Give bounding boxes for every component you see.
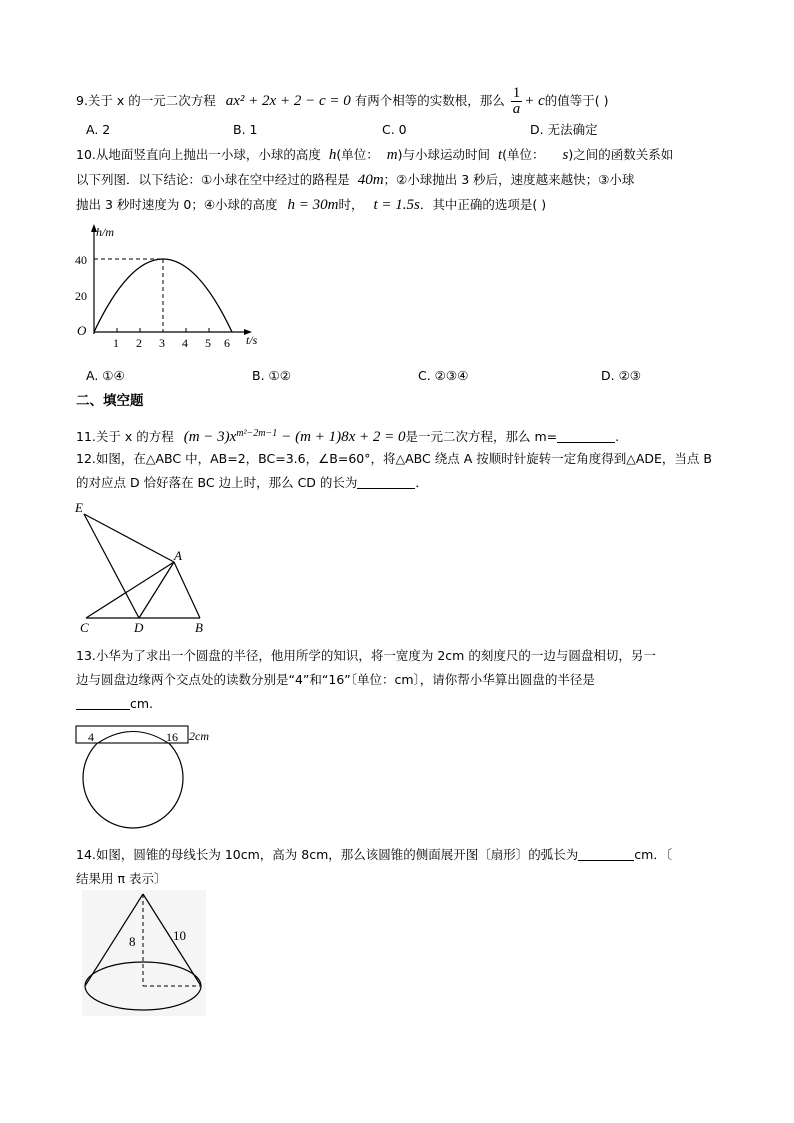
q13-line-1: 13.小华为了求出一个圆盘的半径，他用所学的知识，将一宽度为 2cm 的刻度尺的一边与圆盘相切，另一 bbox=[76, 648, 656, 663]
q13-reading-right: 16 bbox=[166, 730, 178, 744]
q12-answer-blank[interactable] bbox=[357, 474, 415, 489]
q10-origin-label: O bbox=[77, 323, 87, 338]
q12-segment-ea bbox=[84, 514, 174, 562]
q12-label-e: E bbox=[75, 500, 83, 515]
q10-line-1: 10.从地面竖直向上抛出一小球，小球的高度 h(单位： m)与小球运动时间 t(单位： s)之间的函数关系如 bbox=[76, 147, 674, 163]
section-2-title: 二、填空题 bbox=[76, 393, 144, 409]
q14-height-label: 8 bbox=[129, 934, 136, 949]
q14-answer-blank[interactable] bbox=[578, 846, 634, 861]
q10-x-tick-label: 6 bbox=[224, 336, 230, 350]
q14-slant-label: 10 bbox=[173, 928, 186, 943]
q10-x-tick-label: 3 bbox=[159, 336, 165, 350]
q9-stem: 9.关于 x 的一元二次方程 ax² + 2x + 2 − c = 0 有两个相等的实数根，那么 $\frac{1}{a}$ + c的值等于( ) bbox=[76, 85, 609, 117]
q12-segment-da bbox=[139, 562, 174, 618]
q9-option-b: B. 1 bbox=[233, 122, 258, 137]
q10-option-d: D. ②③ bbox=[601, 368, 641, 383]
q12-line-2: 的对应点 D 恰好落在 BC 边上时，那么 CD 的长为 ． bbox=[76, 475, 428, 490]
q10-x-tick-label: 1 bbox=[113, 336, 119, 350]
q10-x-label: t/s bbox=[246, 333, 258, 347]
q10-y-label: h/m bbox=[96, 225, 114, 239]
q10-option-c: C. ②③④ bbox=[418, 368, 469, 383]
q13-ruler-width: 2cm bbox=[189, 729, 209, 743]
q9-fraction: $\frac{1}{a}$ bbox=[512, 85, 521, 117]
q12-triangle-figure bbox=[72, 500, 222, 636]
q12-segment-ca bbox=[86, 562, 174, 618]
q13-line-2: 边与圆盘边缘两个交点处的读数分别是“4”和“16”〔单位：cm〕，请你帮小华算出圆盘的半径是 bbox=[76, 672, 595, 687]
q11-stem: 11.关于 x 的方程 $(m - 3)x^{m^2-2m-1} - (m + 1)8x + 2 = 0$是一元二次方程，那么 m= . bbox=[76, 428, 620, 446]
q10-y-tick-label: 20 bbox=[75, 289, 87, 303]
q14-line-1: 14.如图，圆锥的母线长为 10cm，高为 8cm，那么该圆锥的侧面展开图〔扇形〕的弧长为 cm．〔 bbox=[76, 847, 673, 862]
q14-line-2: 结果用 π 表示〕 bbox=[76, 871, 167, 886]
q14-cone-figure bbox=[82, 890, 206, 1016]
q13-answer-blank[interactable] bbox=[76, 695, 130, 710]
q10-option-a: A. ①④ bbox=[86, 368, 125, 383]
q9-option-d: D. 无法确定 bbox=[530, 122, 598, 137]
q10-x-tick-label: 4 bbox=[182, 336, 188, 350]
q12-line-1: 12.如图，在△ABC 中，AB=2，BC=3.6，∠B=60°，将△ABC 绕点 A 按顺时针旋转一定角度得到△ADE，当点 B bbox=[76, 451, 712, 466]
q10-option-b: B. ①② bbox=[252, 368, 291, 383]
q9-option-a: A. 2 bbox=[86, 122, 111, 137]
q9-option-c: C. 0 bbox=[382, 122, 407, 137]
q10-x-tick-label: 2 bbox=[136, 336, 142, 350]
q11-answer-blank[interactable] bbox=[557, 428, 615, 443]
q10-graph bbox=[70, 222, 270, 352]
q12-label-d: D bbox=[134, 620, 144, 635]
q14-figure-background bbox=[82, 890, 206, 1016]
q10-line-3: 抛出 3 秒时速度为 0；④小球的高度 h = 30m时， t = 1.5s．其中正确的选项是( ) bbox=[76, 197, 547, 213]
q13-reading-left: 4 bbox=[88, 730, 94, 744]
q12-segment-ab bbox=[174, 562, 200, 618]
q12-label-c: C bbox=[80, 620, 89, 635]
q12-label-a: A bbox=[174, 548, 182, 563]
q10-line-2: 以下列图．以下结论：①小球在空中经过的路程是 40m；②小球抛出 3 秒后，速度越来越快；③小球 bbox=[76, 172, 635, 188]
q9-equation: ax² + 2x + 2 − c = 0 bbox=[225, 93, 351, 109]
q10-y-tick-label: 40 bbox=[75, 253, 87, 267]
q12-label-b: B bbox=[195, 620, 203, 635]
q10-x-tick-label: 5 bbox=[205, 336, 211, 350]
q13-disc-figure bbox=[72, 722, 222, 832]
q13-line-3: cm. bbox=[76, 694, 153, 714]
